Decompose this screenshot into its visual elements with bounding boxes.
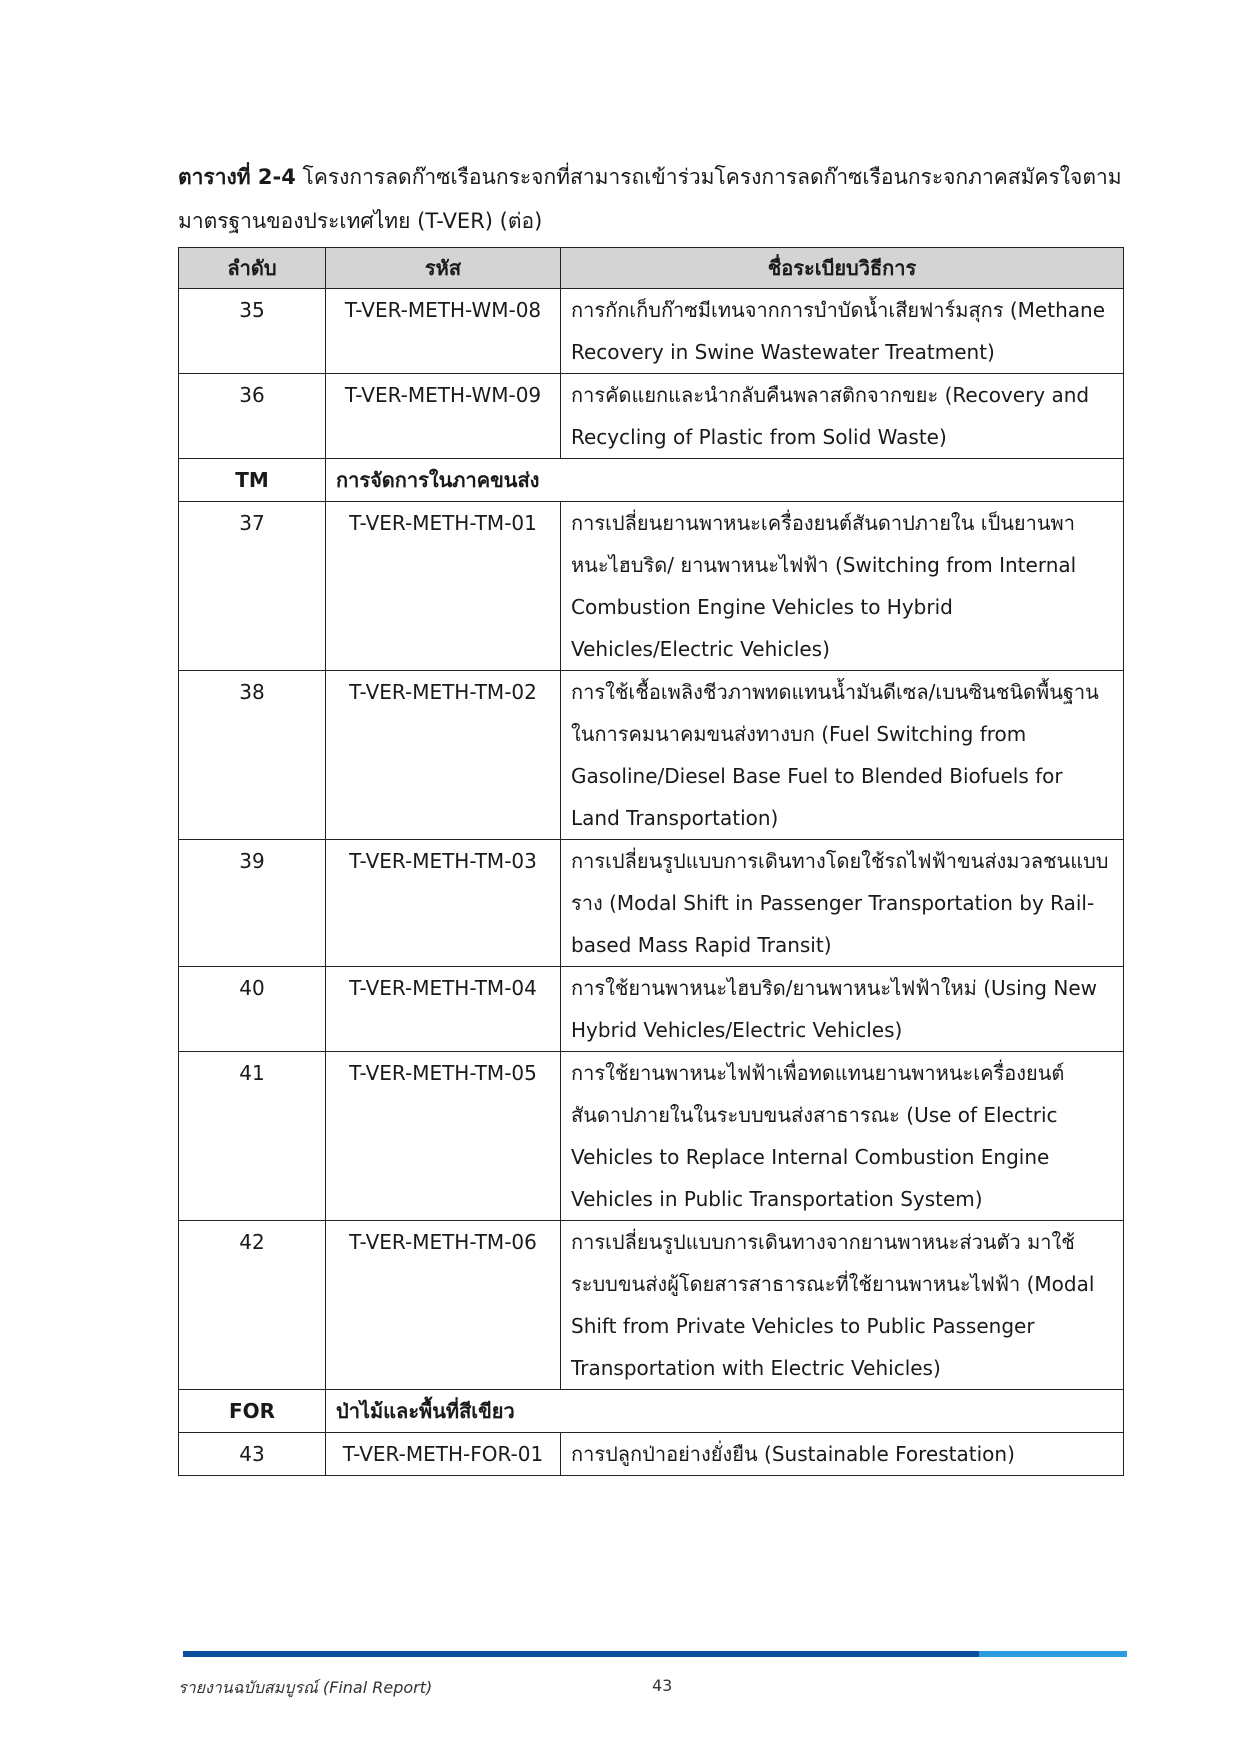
- table-row: [179, 840, 1124, 967]
- table-row: [179, 502, 1124, 671]
- row-seq: 40: [179, 967, 326, 1052]
- footer-report-title: รายงานฉบับสมบูรณ์ (Final Report): [178, 1678, 433, 1697]
- footer-bar-dark: [183, 1651, 979, 1657]
- table-row: [179, 671, 1124, 840]
- table-caption-text: โครงการลดก๊าซเรือนกระจกที่สามารถเข้าร่วมโครงการลดก๊าซเรือนกระจกภาคสมัครใจตามมาตรฐานของประเทศไทย (T-VER) (ต่อ): [178, 165, 1122, 233]
- row-method-name: การคัดแยกและนำกลับคืนพลาสติกจากขยะ (Recovery and Recycling of Plastic from Solid Waste): [561, 374, 1124, 459]
- row-code: T-VER-METH-TM-03: [326, 840, 561, 967]
- table-caption: [178, 155, 1128, 243]
- table-body: [179, 289, 1124, 1476]
- footer-bar-light: [979, 1651, 1127, 1657]
- table-row: [179, 1221, 1124, 1390]
- table-caption-label: ตารางที่ 2-4: [178, 165, 296, 189]
- row-seq: 41: [179, 1052, 326, 1221]
- row-seq: 43: [179, 1433, 326, 1476]
- row-method-name: การใช้ยานพาหนะไฮบริด/ยานพาหนะไฟฟ้าใหม่ (Using New Hybrid Vehicles/Electric Vehicles): [561, 967, 1124, 1052]
- row-method-name: การใช้ยานพาหนะไฟฟ้าเพื่อทดแทนยานพาหนะเครื่องยนต์สันดาปภายในในระบบขนส่งสาธารณะ (Use of Electric Vehicles to Replace Internal Combustion Engine Vehicles in Public Transportation System): [561, 1052, 1124, 1221]
- row-method-name: การเปลี่ยนรูปแบบการเดินทางโดยใช้รถไฟฟ้าขนส่งมวลชนแบบราง (Modal Shift in Passenger Transportation by Rail-based Mass Rapid Transit): [561, 840, 1124, 967]
- row-seq: 42: [179, 1221, 326, 1390]
- table-header-row: [179, 248, 1124, 289]
- section-code: FOR: [179, 1390, 326, 1433]
- row-seq: 39: [179, 840, 326, 967]
- row-code: T-VER-METH-TM-01: [326, 502, 561, 671]
- section-code: TM: [179, 459, 326, 502]
- header-code: รหัส: [326, 248, 561, 289]
- row-seq: 38: [179, 671, 326, 840]
- row-method-name: การใช้เชื้อเพลิงชีวภาพทดแทนน้ำมันดีเซล/เบนซินชนิดพื้นฐานในการคมนาคมขนส่งทางบก (Fuel Switching from Gasoline/Diesel Base Fuel to Blended Biofuels for Land Transportation): [561, 671, 1124, 840]
- row-code: T-VER-METH-TM-04: [326, 967, 561, 1052]
- row-code: T-VER-METH-TM-06: [326, 1221, 561, 1390]
- row-method-name: การเปลี่ยนยานพาหนะเครื่องยนต์สันดาปภายใน เป็นยานพาหนะไฮบริด/ ยานพาหนะไฟฟ้า (Switching from Internal Combustion Engine Vehicles to Hybrid Vehicles/Electric Vehicles): [561, 502, 1124, 671]
- header-method-name: ชื่อระเบียบวิธีการ: [561, 248, 1124, 289]
- section-title: การจัดการในภาคขนส่ง: [326, 459, 1124, 502]
- methodology-table: [178, 247, 1124, 1476]
- table-section-row: [179, 459, 1124, 502]
- row-method-name: การกักเก็บก๊าซมีเทนจากการบำบัดน้ำเสียฟาร์มสุกร (Methane Recovery in Swine Wastewater Treatment): [561, 289, 1124, 374]
- row-method-name: การเปลี่ยนรูปแบบการเดินทางจากยานพาหนะส่วนตัว มาใช้ระบบขนส่งผู้โดยสารสาธารณะที่ใช้ยานพาหนะไฟฟ้า (Modal Shift from Private Vehicles to Public Passenger Transportation with Electric Vehicles): [561, 1221, 1124, 1390]
- table-row: [179, 289, 1124, 374]
- row-code: T-VER-METH-TM-02: [326, 671, 561, 840]
- table-row: [179, 1433, 1124, 1476]
- row-code: T-VER-METH-FOR-01: [326, 1433, 561, 1476]
- table-row: [179, 374, 1124, 459]
- section-title: ป่าไม้และพื้นที่สีเขียว: [326, 1390, 1124, 1433]
- table-section-row: [179, 1390, 1124, 1433]
- row-seq: 35: [179, 289, 326, 374]
- row-method-name: การปลูกป่าอย่างยั่งยืน (Sustainable Forestation): [561, 1433, 1124, 1476]
- header-seq: ลำดับ: [179, 248, 326, 289]
- footer-bar: [183, 1651, 1127, 1657]
- row-code: T-VER-METH-WM-08: [326, 289, 561, 374]
- table-row: [179, 967, 1124, 1052]
- page-number: 43: [652, 1676, 673, 1695]
- table-row: [179, 1052, 1124, 1221]
- row-code: T-VER-METH-WM-09: [326, 374, 561, 459]
- row-code: T-VER-METH-TM-05: [326, 1052, 561, 1221]
- row-seq: 36: [179, 374, 326, 459]
- row-seq: 37: [179, 502, 326, 671]
